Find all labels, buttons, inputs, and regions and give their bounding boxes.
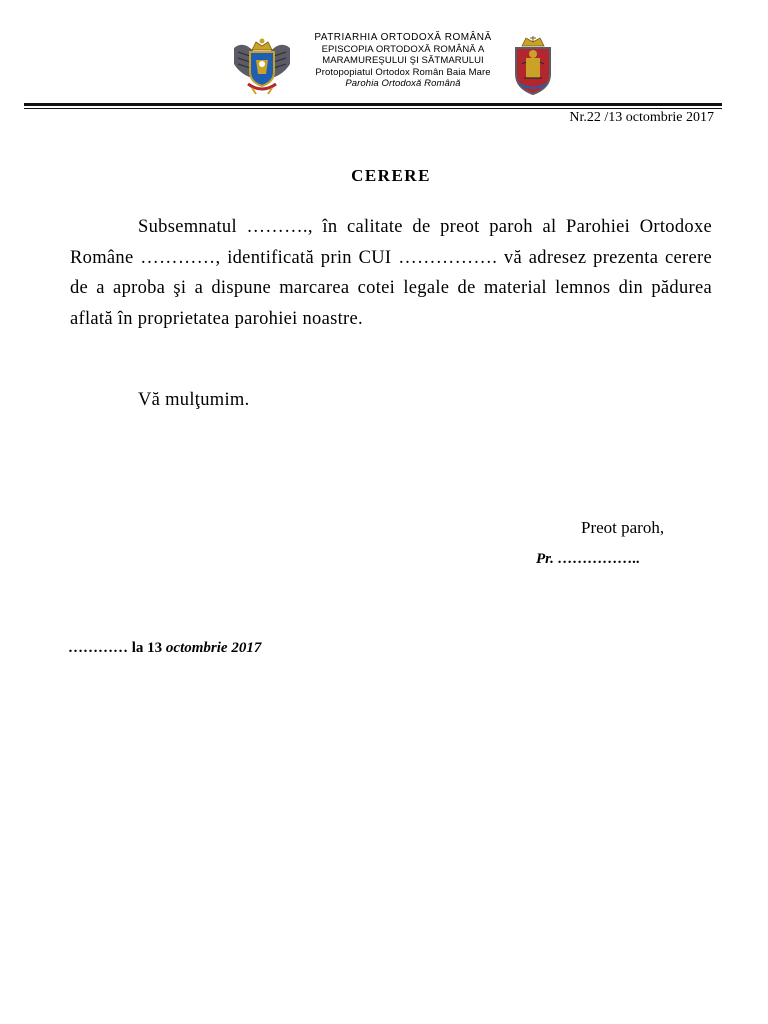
letterhead <box>0 0 768 100</box>
patriarchate-name: PATRIARHIA ORTODOXĂ ROMÂNĂ <box>314 32 492 43</box>
letterhead-text <box>296 32 510 90</box>
diocese-coat-of-arms-icon <box>510 34 556 96</box>
header-divider-thin <box>24 108 722 109</box>
request-paragraph: Subsemnatul ………., în calitate de preot paroh al Parohiei Ortodoxe Române …………, identificată prin CUI ……………. vă adresez prezenta cerere de a aproba şi a dispune marcarea cotei legale de material lemnos din pădurea aflată în proprietatea parohiei noastre. <box>70 217 712 329</box>
document-title: CERERE <box>351 166 431 185</box>
signature-name: Pr. …………….. <box>536 551 641 567</box>
place-date-month-year: octombrie 2017 <box>165 640 262 656</box>
place-and-date <box>68 640 261 657</box>
patriarchate-coat-of-arms-icon <box>230 34 294 96</box>
deanery-name: Protopopiatul Ortodox Român Baia Mare <box>315 66 491 78</box>
diocese-name-line1: EPISCOPIA ORTODOXĂ ROMÂNĂ A <box>321 43 485 55</box>
parish-name: Parohia Ortodoxă Română <box>345 78 461 89</box>
place-date-prefix: ………… la 13 <box>68 640 163 656</box>
request-body <box>70 212 712 334</box>
registration-number: Nr.22 /13 octombrie 2017 <box>569 110 714 125</box>
header-divider-thick <box>24 103 722 106</box>
closing-thanks: Vă mulţumim. <box>138 390 250 410</box>
signature-role: Preot paroh, <box>581 518 665 537</box>
diocese-name-line2: MARAMUREŞULUI ŞI SĂTMARULUI <box>322 55 484 66</box>
